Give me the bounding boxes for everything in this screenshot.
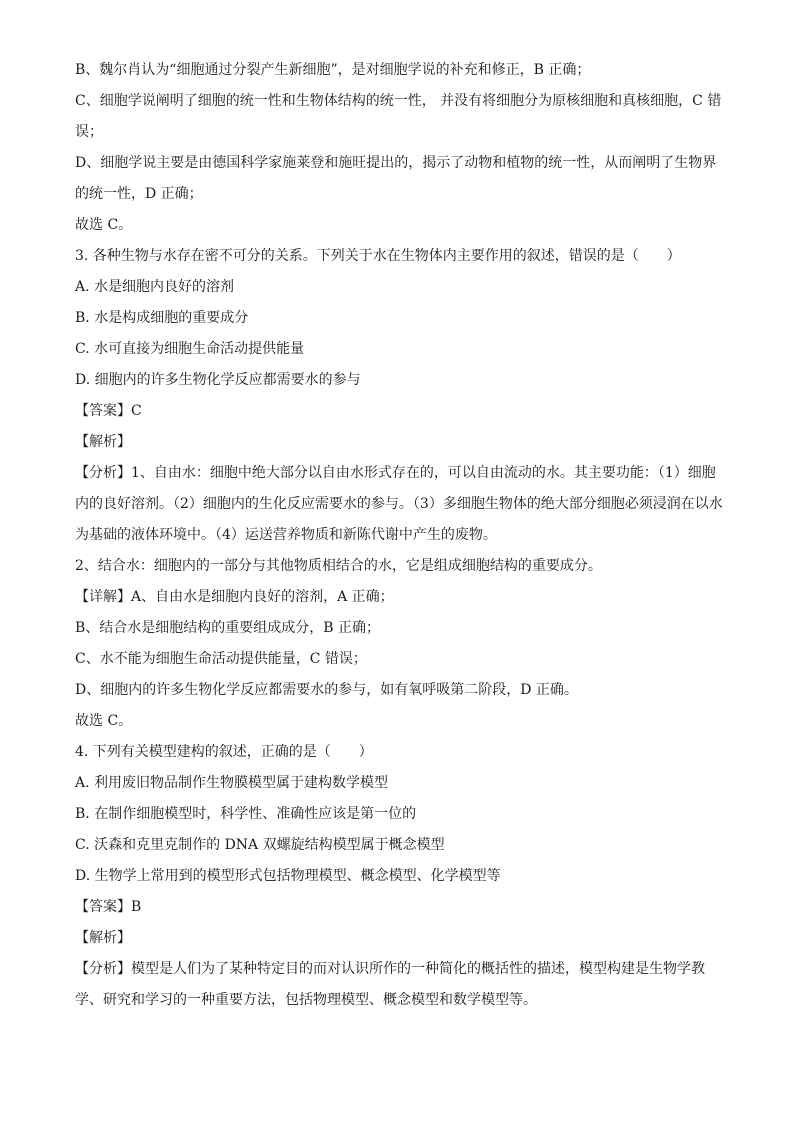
text-line: C、水不能为细胞生命活动提供能量，C 错误； (75, 651, 367, 667)
text-line: D、细胞学说主要是由德国科学家施莱登和施旺提出的，揭示了动物和植物的统一性，从而阐明了生物界 (75, 155, 717, 171)
question-3-option-a: A. 水是细胞内良好的溶剂 (75, 279, 235, 295)
text-line: 故选 C。 (75, 713, 133, 729)
text-line: 内的良好溶剂。（2）细胞内的生化反应需要水的参与。（3）多细胞生物体的绝大部分细胞必须浸润在以水 (75, 496, 723, 512)
text-line: 【分析】1、自由水：细胞中绝大部分以自由水形式存在的，可以自由流动的水。其主要功能：（1）细胞 (75, 465, 716, 481)
analysis-label: 【解析】 (75, 434, 131, 450)
question-3-option-c: C. 水可直接为细胞生命活动提供能量 (75, 341, 305, 357)
question-4-option-b: B. 在制作细胞模型时，科学性、准确性应该是第一位的 (75, 806, 417, 822)
question-3-option-b: B. 水是构成细胞的重要成分 (75, 310, 249, 326)
question-4-option-c: C. 沃森和克里克制作的 DNA 双螺旋结构模型属于概念模型 (75, 837, 445, 853)
text-line: C、细胞学说阐明了细胞的统一性和生物体结构的统一性， 并没有将细胞分为原核细胞和真核细胞，C 错 (75, 93, 722, 109)
question-4-option-d: D. 生物学上常用到的模型形式包括物理模型、概念模型、化学模型等 (75, 868, 501, 884)
text-line: 学、研究和学习的一种重要方法，包括物理模型、概念模型和数学模型等。 (75, 992, 537, 1008)
text-line: 的统一性，D 正确； (75, 186, 203, 202)
text-line: 为基础的液体环境中。（4）运送营养物质和新陈代谢中产生的废物。 (75, 527, 497, 543)
text-line: 【详解】A、自由水是细胞内良好的溶剂，A 正确； (75, 589, 394, 605)
question-3-option-d: D. 细胞内的许多生物化学反应都需要水的参与 (75, 372, 361, 388)
question-4-stem: 4. 下列有关模型建构的叙述，正确的是（ ） (75, 744, 373, 760)
text-line: 【分析】模型是人们为了某种特定目的而对认识所作的一种简化的概括性的描述，模型构建是生物学教 (75, 961, 705, 977)
text-line: 2、结合水：细胞内的一部分与其他物质相结合的水，它是组成细胞结构的重要成分。 (75, 558, 602, 574)
text-line: B、结合水是细胞结构的重要组成成分，B 正确； (75, 620, 381, 636)
question-3-stem: 3. 各种生物与水存在密不可分的关系。下列关于水在生物体内主要作用的叙述，错误的是（ ） (75, 248, 681, 264)
analysis-label: 【解析】 (75, 930, 131, 946)
answer-label: 【答案】B (75, 899, 142, 915)
text-line: 误； (75, 124, 103, 140)
answer-label: 【答案】C (75, 403, 142, 419)
text-line: B、魏尔肖认为“细胞通过分裂产生新细胞”，是对细胞学说的补充和修正，B 正确； (75, 62, 591, 78)
text-line: D、细胞内的许多生物化学反应都需要水的参与，如有氧呼吸第二阶段，D 正确。 (75, 682, 578, 698)
text-line: 故选 C。 (75, 217, 133, 233)
question-4-option-a: A. 利用废旧物品制作生物膜模型属于建构数学模型 (75, 775, 389, 791)
